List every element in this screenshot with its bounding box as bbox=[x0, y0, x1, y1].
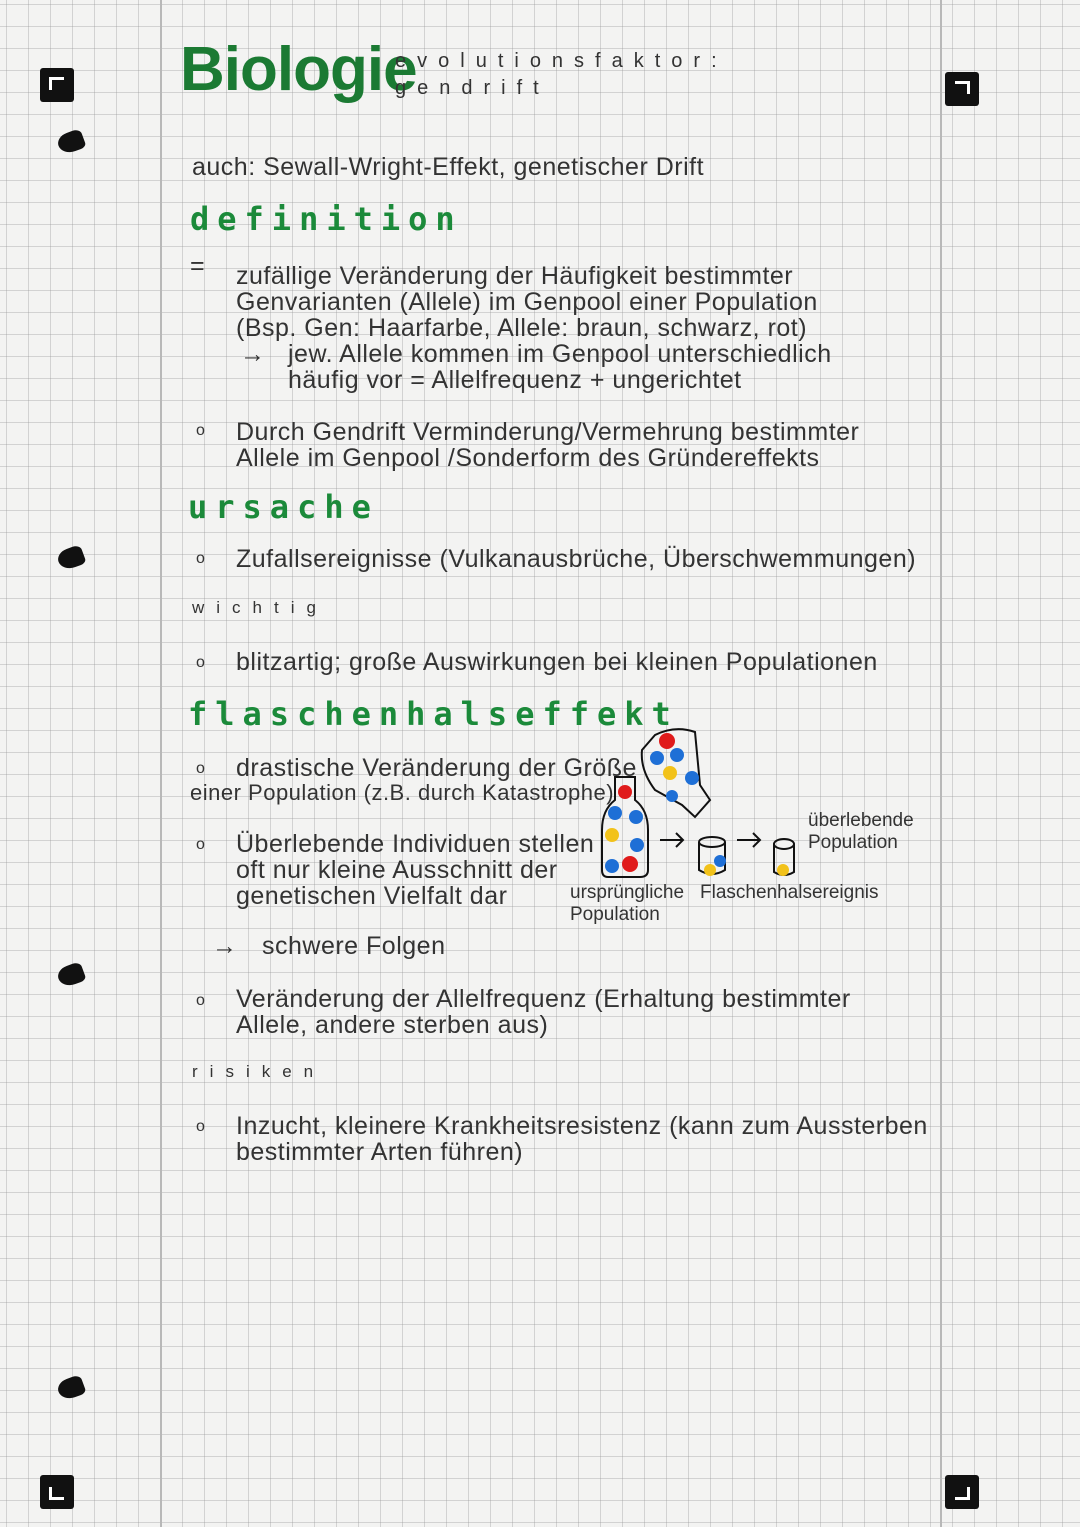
arrow-icon bbox=[660, 833, 683, 847]
text-line: Allele im Genpool /Sonderform des Gründereffekts bbox=[236, 444, 820, 472]
bullet-icon: o bbox=[196, 1118, 205, 1135]
subtitle: evolutionsfaktor: bbox=[395, 50, 728, 72]
text-line: drastische Veränderung der Größe bbox=[236, 754, 637, 782]
text-line: Inzucht, kleinere Krankheitsresistenz (kann zum Aussterben bbox=[236, 1112, 928, 1140]
text-line: Veränderung der Allelfrequenz (Erhaltung bestimmter bbox=[236, 985, 851, 1013]
arrow-icon: → bbox=[240, 340, 266, 368]
text-line: Überlebende Individuen stellen bbox=[236, 830, 595, 858]
text-line: bestimmter Arten führen) bbox=[236, 1138, 524, 1166]
bullet-icon: o bbox=[196, 836, 205, 853]
intro-text: auch: Sewall-Wright-Effekt, genetischer Drift bbox=[192, 153, 705, 181]
text-line: oft nur kleine Ausschnitt der bbox=[236, 856, 558, 884]
heading-definition: definition bbox=[190, 200, 463, 238]
text-line: genetischen Vielfalt dar bbox=[236, 882, 508, 910]
bullet-icon: o bbox=[196, 654, 205, 671]
heading-flaschenhalseffekt: flaschenhalseffekt bbox=[188, 695, 679, 733]
arrow-icon bbox=[737, 833, 760, 847]
corner-marker-icon bbox=[40, 68, 74, 102]
equals-sign: = bbox=[190, 252, 206, 280]
punch-hole-icon bbox=[55, 961, 86, 989]
arrow-icon: → bbox=[212, 932, 238, 960]
margin-line-left bbox=[160, 0, 162, 1527]
label-surviving-population: überlebende Population bbox=[808, 810, 914, 853]
heading-ursache: ursache bbox=[188, 488, 379, 526]
punch-hole-icon bbox=[55, 544, 86, 572]
label-bottleneck-event: Flaschenhalsereignis bbox=[700, 882, 879, 903]
bullet-icon: o bbox=[196, 422, 205, 439]
bullet-icon: o bbox=[196, 992, 205, 1009]
text-line: jew. Allele kommen im Genpool unterschiedlich bbox=[288, 340, 832, 368]
text-line: schwere Folgen bbox=[262, 932, 446, 960]
corner-marker-icon bbox=[945, 72, 979, 106]
text-line: blitzartig; große Auswirkungen bei kleinen Populationen bbox=[236, 648, 878, 676]
corner-marker-icon bbox=[40, 1475, 74, 1509]
heading-wichtig: wichtig bbox=[192, 598, 328, 617]
text-line: einer Population (z.B. durch Katastrophe) bbox=[190, 780, 615, 805]
punch-hole-icon bbox=[55, 1374, 86, 1402]
corner-marker-icon bbox=[945, 1475, 979, 1509]
text-line: Durch Gendrift Verminderung/Vermehrung bestimmter bbox=[236, 418, 860, 446]
text-line: Genvarianten (Allele) im Genpool einer Population bbox=[236, 288, 818, 316]
punch-hole-icon bbox=[55, 128, 86, 156]
text-line: (Bsp. Gen: Haarfarbe, Allele: braun, schwarz, rot) bbox=[236, 314, 808, 342]
text-line: zufällige Veränderung der Häufigkeit bestimmter bbox=[236, 262, 794, 290]
heading-risiken: risiken bbox=[192, 1062, 326, 1081]
bullet-icon: o bbox=[196, 550, 205, 567]
bullet-icon: o bbox=[196, 760, 205, 777]
label-original-population: ursprüngliche Population bbox=[570, 882, 685, 925]
text-line: Zufallsereignisse (Vulkanausbrüche, Überschwemmungen) bbox=[236, 545, 917, 573]
text-line: Allele, andere sterben aus) bbox=[236, 1011, 549, 1039]
subtitle: gendrift bbox=[395, 77, 550, 99]
page-title: Biologie bbox=[180, 35, 417, 104]
margin-line-right bbox=[940, 0, 942, 1527]
text-line: häufig vor = Allelfrequenz + ungerichtet bbox=[288, 366, 742, 394]
